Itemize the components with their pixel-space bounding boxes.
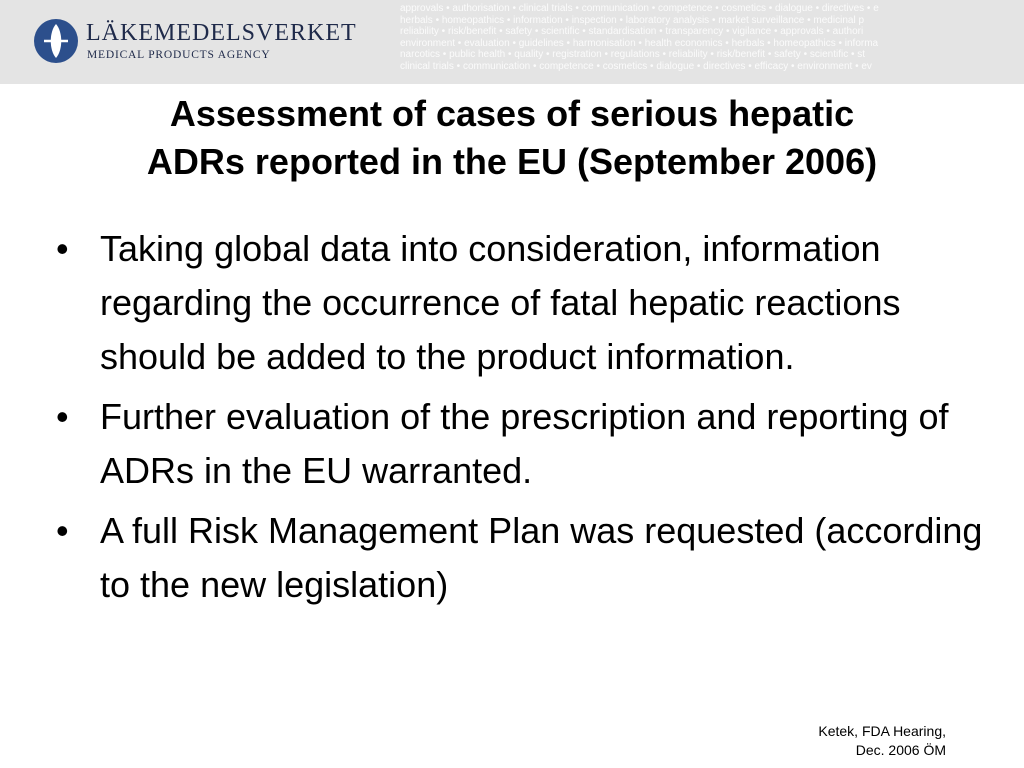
keyword-line: herbals • homeopathics • information • inspection • laboratory analysis • market surveillance • medicinal p [400,14,864,26]
bullet-item [56,504,1006,612]
bullet-item [56,222,1006,384]
logo-subtitle: MEDICAL PRODUCTS AGENCY [87,49,271,61]
keyword-line: clinical trials • communication • competence • cosmetics • dialogue • directives • efficacy • environment • ev [400,60,872,72]
keyword-line: reliability • risk/benefit • safety • scientific • standardisation • transparency • vigilance • approvals • authori [400,26,864,37]
slide-title-line-2: ADRs reported in the EU (September 2006) [146,141,878,182]
bullet-item [56,390,1006,498]
agency-logo-icon [33,18,79,64]
header-band [0,0,1024,84]
bullet-marker: • [56,396,69,437]
footer-line-2: Dec. 2006 ÖM [855,742,946,758]
bullet-text: Taking global data into consideration, information regarding the occurrence of fatal hepatic reactions should be added to the product information. [100,228,901,377]
keyword-watermark [400,3,1024,81]
footer-line-1: Ketek, FDA Hearing, [818,723,946,739]
bullet-text: Further evaluation of the prescription and reporting of ADRs in the EU warranted. [100,396,949,491]
bullet-marker: • [56,510,69,551]
keyword-line: environment • evaluation • guidelines • harmonisation • health economics • herbals • homeopathics • informa [400,37,879,49]
keyword-line: narcotics • public health • quality • registration • regulations • reliability • risk/benefit • safety • scientific • st [400,49,866,60]
footer-note [818,722,946,760]
bullet-marker: • [56,228,69,269]
bullet-text: A full Risk Management Plan was requested (according to the new legislation) [100,510,983,605]
bullet-list [56,222,1006,618]
slide-title-line-1: Assessment of cases of serious hepatic [169,93,855,134]
logo-name: LÄKEMEDELSVERKET [86,20,357,46]
keyword-line: approvals • authorisation • clinical trials • communication • competence • cosmetics • dialogue • directives • e [400,3,879,14]
slide-title [40,90,984,186]
